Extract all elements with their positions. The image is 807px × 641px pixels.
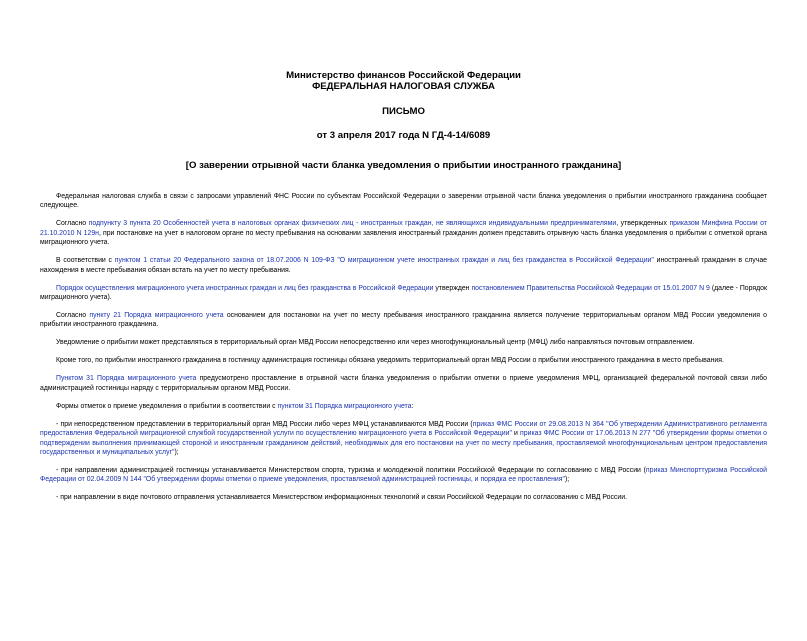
document-date-number: от 3 апреля 2017 года N ГД-4-14/6089 (316, 130, 491, 141)
link-procedure-clause-21[interactable]: пункту 21 Порядка миграционного учета (89, 312, 224, 320)
text: утвержден (433, 284, 472, 292)
link-minsporttourism-order-144[interactable]: приказ Минспорттуризма Российской Федерации от 02.04.2009 N 144 "Об утверждении формы отметки о приеме уведомления, проставляемой администрацией гостиницы, и порядка ее проставления" (40, 467, 767, 484)
text: , при постановке на учет в налоговом органе по месту пребывания на основании заявления иностранный гражданин должен представить отрывную часть бланка уведомления о прибытии с отметкой органа миграционного учета. (40, 229, 767, 247)
text: : (411, 402, 414, 410)
text: - при направлении администрацией гостиницы устанавливается Министерством спорта, туризма и молодежной политики Российской Федерации по согласованию с МВД России ( (56, 467, 646, 475)
text: , утвержденных (616, 220, 670, 228)
paragraph-8 (40, 374, 767, 393)
link-migration-registration-procedure[interactable]: Порядок осуществления миграционного учета иностранных граждан и лиц без гражданства в Российской Федерации (56, 284, 434, 292)
text: ); (174, 449, 179, 457)
link-federal-law-109fz[interactable]: пунктом 1 статьи 20 Федерального закона от 18.07.2006 N 109-ФЗ "О миграционном учете иностранных граждан и лиц без гражданства в Российской Федерации" (114, 257, 654, 265)
ministry-name: Министерство финансов Российской Федерации (286, 70, 521, 81)
document-body (40, 192, 767, 503)
text: Согласно (56, 312, 90, 320)
text: и (511, 430, 521, 438)
paragraph-4 (40, 284, 767, 303)
paragraph-12: - при направлении в виде почтового отправления устанавливается Министерством информационных технологий и связи Российской Федерации по согласованию с МВД России. (56, 494, 627, 502)
text: основанием для постановки на учет по месту пребывания иностранного гражданина является получение территориальным органом МВД России уведомления о прибытии иностранного гражданина. (40, 312, 767, 329)
service-name: ФЕДЕРАЛЬНАЯ НАЛОГОВАЯ СЛУЖБА (312, 81, 495, 92)
document-title: [О заверении отрывной части бланка уведомления о прибытии иностранного гражданина] (185, 160, 622, 171)
text: Согласно (56, 220, 89, 228)
text: иностранный гражданин в случае нахождения в месте пребывания обязан встать на учет по месту пребывания. (40, 257, 768, 274)
paragraph-1: Федеральная налоговая служба в связи с запросами управлений ФНС России по субъектам Российской Федерации о заверении отрывной части бланка уведомления о прибытии иностранного гражданина сообщает следующее. (40, 193, 767, 210)
paragraph-6: Уведомление о прибытии может представляться в территориальный орган МВД России непосредственно или через многофункциональный центр (МФЦ) либо направляться почтовым отправлением. (56, 339, 695, 347)
text: (далее - Порядок миграционного учета). (40, 284, 767, 302)
paragraph-10 (40, 420, 767, 458)
text: предусмотрено проставление в отрывной части бланка уведомления о прибытии отметки о приеме уведомления МФЦ, организацией федеральной почтовой связи либо администрацией гостиницы наряду с территориальным органом МВД России. (40, 375, 768, 392)
paragraph-7: Кроме того, по прибытии иностранного гражданина в гостиницу администрация гостиницы обязана уведомить территориальный орган МВД России о прибытии иностранного гражданина в место пребывания. (56, 357, 724, 365)
document-page (0, 70, 807, 641)
text: Формы отметок о приеме уведомления о прибытии в соответствии с (56, 402, 278, 410)
paragraph-2 (40, 219, 767, 247)
text: ); (564, 476, 570, 484)
link-fms-order-277[interactable]: приказ ФМС России от 17.06.2013 N 277 "Об утверждении формы отметки о подтверждении выполнения принимающей стороной и иностранным гражданином действий, необходимых для его постановки на учет по месту пребывания, проставляемой многофункциональным центром предоставления государственных и муниципальных услуг" (40, 430, 767, 457)
paragraph-5 (40, 311, 767, 330)
link-government-resolution-9[interactable]: постановлением Правительства Российской Федерации от 15.01.2007 N 9 (471, 284, 710, 292)
document-type: ПИСЬМО (382, 106, 425, 117)
paragraph-3 (40, 256, 767, 275)
link-procedure-clause-31[interactable]: Пунктом 31 Порядка миграционного учета (56, 375, 197, 383)
link-tax-registration-rules[interactable]: подпункту 3 пункта 20 Особенностей учета в налоговых органах физических лиц - иностранных граждан, не являющихся индивидуальными предпринимателями (88, 220, 617, 228)
text: В соответствии с (56, 257, 115, 265)
paragraph-11 (40, 466, 767, 485)
paragraph-9 (40, 402, 767, 411)
link-procedure-clause-31-b[interactable]: пунктом 31 Порядка миграционного учета (277, 402, 412, 410)
link-fms-order-364[interactable]: приказ ФМС России от 29.08.2013 N 364 "Об утверждении Административного регламента предоставления Федеральной миграционной службой государственной услуги по осуществлению миграционного учета в Российской Федерации" (40, 420, 767, 438)
link-minfin-order-129n[interactable]: приказом Минфина России от 21.10.2010 N 129н (40, 220, 767, 237)
text: - при непосредственном представлении в территориальный орган МВД России либо через МФЦ устанавливаются МВД России ( (56, 420, 473, 428)
